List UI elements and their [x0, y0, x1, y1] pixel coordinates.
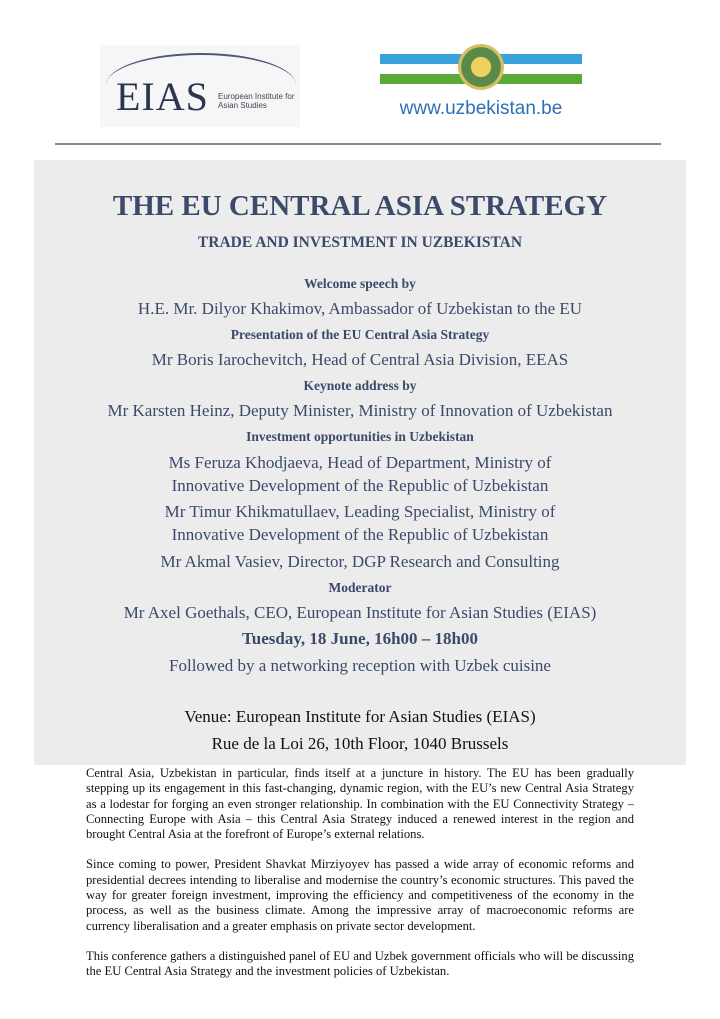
- page-subtitle: TRADE AND INVESTMENT IN UZBEKISTAN: [197, 234, 523, 251]
- program-label: Keynote address by: [303, 378, 417, 393]
- uzbekistan-url: www.uzbekistan.be: [399, 98, 563, 119]
- description: [86, 766, 634, 995]
- paragraph: Since coming to power, President Shavkat Mirziyoyev has passed a wide array of economic reforms and presidential decrees intending to liberalise and modernise the country’s economic structures. This paved the way for greater foreign investment, improving the efficiency and competitiveness of the economy in the process, as well as the business climate. Among the impressive array of macroeconomic reforms are currency liberalisation and a greater emphasis on private sector development.: [86, 857, 634, 933]
- event-date: Tuesday, 18 June, 16h00 – 18h00: [241, 629, 479, 648]
- program-label: Investment opportunities in Uzbekistan: [246, 429, 474, 444]
- speaker: Mr Timur Khikmatullaev, Leading Specialist, Ministry of Innovative Development of the Republic of Uzbekistan: [164, 502, 556, 544]
- page-title: THE EU CENTRAL ASIA STRATEGY: [112, 190, 608, 222]
- speaker: Mr Akmal Vasiev, Director, DGP Research and Consulting: [160, 552, 560, 571]
- program-label: Welcome speech by: [304, 276, 416, 291]
- eias-logo-text: EIAS: [116, 74, 209, 119]
- divider: [55, 143, 661, 145]
- speaker: Ms Feruza Khodjaeva, Head of Department, Ministry of Innovative Development of the Republic of Uzbekistan: [168, 453, 552, 495]
- paragraph: This conference gathers a distinguished panel of EU and Uzbek government officials who will be discussing the EU Central Asia Strategy and the investment policies of Uzbekistan.: [86, 948, 634, 979]
- speaker: Mr Boris Iarochevitch, Head of Central Asia Division, EEAS: [151, 350, 569, 369]
- speaker: H.E. Mr. Dilyor Khakimov, Ambassador of Uzbekistan to the EU: [137, 299, 583, 318]
- speaker: Mr Axel Goethals, CEO, European Institute for Asian Studies (EIAS): [123, 603, 597, 622]
- speaker: Mr Karsten Heinz, Deputy Minister, Ministry of Innovation of Uzbekistan: [107, 401, 613, 420]
- event-panel: [34, 160, 686, 765]
- eias-logo: [100, 45, 300, 127]
- reception-note: Followed by a networking reception with Uzbek cuisine: [169, 656, 551, 675]
- uzbekistan-logo: [378, 42, 584, 122]
- eias-logo-subtext: European Institute for Asian Studies: [218, 92, 295, 110]
- venue-address: Rue de la Loi 26, 10th Floor, 1040 Brussels: [211, 734, 509, 753]
- program-label: Presentation of the EU Central Asia Strategy: [230, 327, 490, 342]
- paragraph: Central Asia, Uzbekistan in particular, finds itself at a juncture in history. The EU has been gradually stepping up its engagement in this fast-changing, dynamic region, with the EU’s new Central Asia Strategy as a lodestar for forging an even stronger relationship. In combination with the EU Connectivity Strategy – Connecting Europe with Asia – this Central Asia Strategy induced a renewed interest in the region and brought Central Asia at the forefront of Europe’s external relations.: [86, 766, 634, 842]
- emblem-icon: [458, 44, 504, 90]
- venue-name: Venue: European Institute for Asian Studies (EIAS): [184, 707, 536, 726]
- program-label: Moderator: [328, 580, 392, 595]
